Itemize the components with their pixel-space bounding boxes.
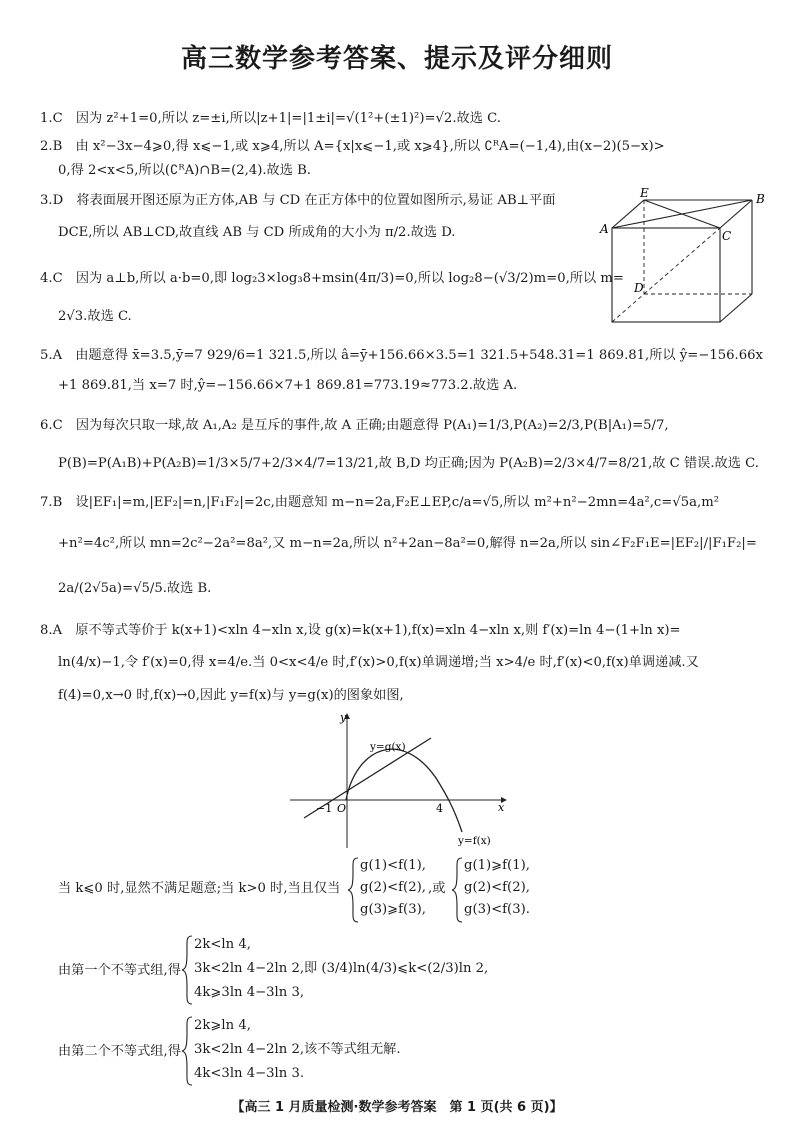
graph-origin-label: O [337, 802, 347, 815]
graph-tick-4: 4 [436, 802, 443, 815]
answer-line-4: 4.C 因为 a⊥b,所以 a·b=0,即 log₂3×log₃8+msin(4π/3)=0,所以 log₂8−(√3/2)m=0,所以 m= [40, 271, 624, 286]
answer-line-5: 5.A 由题意得 x̄=3.5,ȳ=7 929/6=1 321.5,所以 â=ȳ+156.66×3.5=1 321.5+548.31=1 869.81,所以 ŷ=−156.66x [40, 348, 763, 363]
answer-line-8b: ln(4/x)−1,令 f′(x)=0,得 x=4/e.当 0<x<4/e 时,f′(x)>0,f(x)单调递增;当 x>4/e 时,f′(x)<0,f(x)单调递减.又 [58, 655, 699, 670]
answer-line-2: 2.B 由 x²−3x−4⩾0,得 x⩽−1,或 x⩾4,所以 A={x|x⩽−1,或 x⩾4},所以 ∁ᴿA=(−1,4),由(x−2)(5−x)> [40, 139, 665, 154]
answer-line-7b: +n²=4c²,所以 mn=2c²−2a²=8a²,又 m−n=2a,所以 n²+2an−8a²=0,解得 n=2a,所以 sin∠F₂F₁E=|EF₂|/|F₁F₂|= [58, 536, 757, 551]
answer-line-3: 3.D 将表面展开图还原为正方体,AB 与 CD 在正方体中的位置如图所示,易证 AB⊥平面 [40, 193, 556, 208]
brace-second [181, 1016, 193, 1086]
answer-line-7c: 2a/(2√5a)=√5/5.故选 B. [58, 581, 212, 596]
cube-label-d: D [634, 281, 644, 295]
cube-label-e: E [640, 188, 649, 200]
case-text: 当 k⩽0 时,显然不满足题意;当 k>0 时,当且仅当 [58, 881, 341, 896]
graph-y-axis-label: y [340, 711, 347, 724]
graph-x-axis-label: x [498, 801, 505, 814]
answer-line-6: 6.C 因为每次只取一球,故 A₁,A₂ 是互斥的事件,故 A 正确;由题意得 P(A₁)=1/3,P(A₂)=2/3,P(B|A₁)=5/7, [40, 418, 669, 433]
first-sys: 2k<ln 4, 3k<2ln 4−2ln 2,即 (3/4)ln(4/3)⩽k<(2/3)ln 2, 4k⩾3ln 4−3ln 3, [194, 937, 489, 1000]
cube-label-a: A [600, 222, 609, 236]
answer-line-4b: 2√3.故选 C. [58, 309, 132, 324]
answer-line-5b: +1 869.81,当 x=7 时,ŷ=−156.66×7+1 869.81=773.19≈773.2.故选 A. [58, 378, 518, 393]
cube-figure [596, 188, 772, 326]
second-sys: 2k⩾ln 4, 3k<2ln 4−2ln 2,该不等式组无解. 4k<3ln 4−3ln 3. [194, 1018, 401, 1081]
graph-tick-neg1: −1 [316, 802, 333, 815]
graph-label-g: y=g(x) [370, 741, 406, 753]
page-footer: 【高三 1 月质量检测·数学参考答案 第 1 页(共 6 页)】 [231, 1100, 563, 1115]
answer-line-7: 7.B 设|EF₁|=m,|EF₂|=n,|F₁F₂|=2c,由题意知 m−n=2a,F₂E⊥EP,c/a=√5,所以 m²+n²−2mn=4a²,c=√5a,m² [40, 495, 719, 510]
sys2: g(1)⩾f(1), g(2)<f(2), g(3)<f(3). [464, 858, 530, 917]
function-graph [286, 708, 516, 850]
brace-sys1 [347, 857, 359, 923]
answer-line-8c: f(4)=0,x→0 时,f(x)→0,因此 y=f(x)与 y=g(x)的图象如图, [58, 688, 404, 703]
answer-line-3b: DCE,所以 AB⊥CD,故直线 AB 与 CD 所成角的大小为 π/2.故选 D. [58, 225, 456, 240]
brace-sys2 [451, 857, 463, 923]
second-system-text: 由第二个不等式组,得 [58, 1044, 181, 1059]
answer-line-1: 1.C 因为 z²+1=0,所以 z=±i,所以|z+1|=|1±i|=√(1²+(±1)²)=√2.故选 C. [40, 111, 501, 126]
sys1: g(1)<f(1), g(2)<f(2), g(3)⩾f(3), [360, 858, 426, 917]
answer-line-6b: P(B)=P(A₁B)+P(A₂B)=1/3×5/7+2/3×4/7=13/21,故 B,D 均正确;因为 P(A₂B)=2/3×4/7=8/21,故 C 错误.故选 C. [58, 456, 759, 471]
case-or: ,或 [428, 881, 446, 896]
cube-label-b: B [756, 192, 765, 206]
page-title: 高三数学参考答案、提示及评分细则 [180, 44, 613, 74]
cube-label-c: C [722, 229, 732, 243]
graph-label-f: y=f(x) [458, 835, 491, 847]
brace-first [181, 935, 193, 1005]
answer-line-8: 8.A 原不等式等价于 k(x+1)<xln 4−xln x,设 g(x)=k(x+1),f(x)=xln 4−xln x,则 f′(x)=ln 4−(1+ln x)= [40, 623, 681, 638]
first-system-text: 由第一个不等式组,得 [58, 963, 181, 978]
answer-line-2b: 0,得 2<x<5,所以(∁ᴿA)∩B=(2,4).故选 B. [58, 163, 311, 178]
